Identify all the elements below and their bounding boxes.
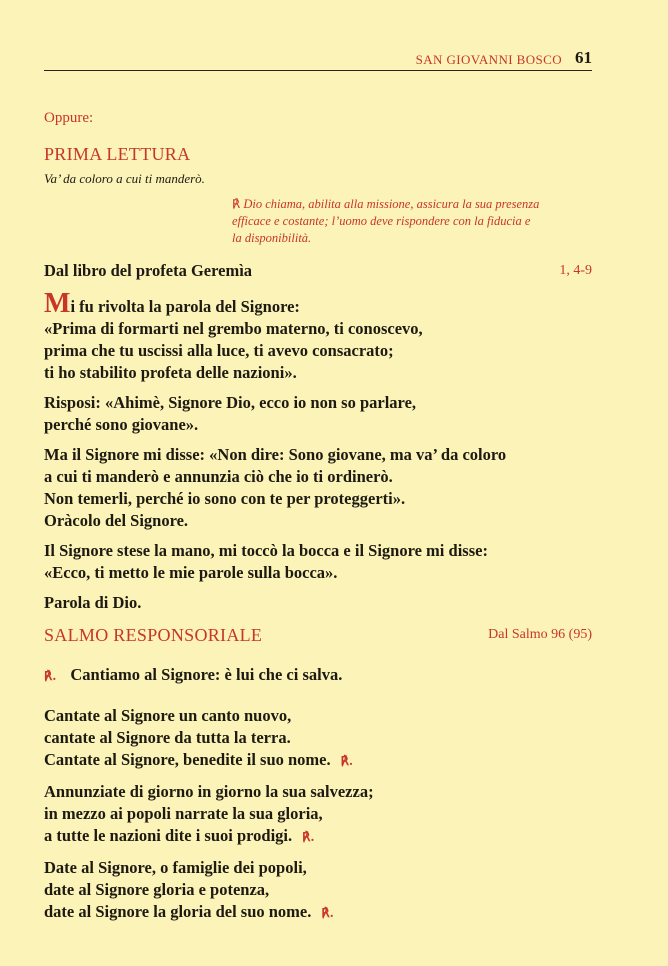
- ritornello-text: Cantiamo al Signore: è lui che ci salva.: [70, 665, 343, 684]
- reading-line: perché sono giovane».: [44, 415, 199, 434]
- psalm-ritornello: [44, 664, 604, 687]
- reading-paragraph: [44, 444, 604, 532]
- reading-line: Oràcolo del Signore.: [44, 511, 189, 530]
- page-header: [44, 48, 592, 71]
- reading-line: Ma il Signore mi disse: «Non dire: Sono giovane, ma va’ da coloro: [44, 445, 507, 464]
- page-number: 61: [575, 48, 592, 67]
- oppure-label: Oppure:: [44, 110, 94, 126]
- psalm-line: Date al Signore, o famiglie dei popoli,: [44, 858, 307, 877]
- note-line: la disponibilità.: [232, 231, 312, 245]
- response-mark-icon: ℟: [232, 197, 241, 211]
- psalm-stanza: [44, 705, 604, 772]
- psalm-line: Annunziate di giorno in giorno la sua salvezza;: [44, 782, 374, 801]
- reading-line: a cui ti manderò e annunzia ciò che io ti ordinerò.: [44, 467, 393, 486]
- first-reading-title: PRIMA LETTURA: [44, 144, 191, 164]
- note-line: [232, 196, 594, 213]
- reading-paragraph: [44, 392, 604, 436]
- first-reading-subtitle: Va’ da coloro a cui ti manderò.: [44, 171, 205, 186]
- reading-line: «Ecco, ti metto le mie parole sulla bocca».: [44, 563, 338, 582]
- response-mark-icon: ℟.: [302, 830, 315, 844]
- note-line: efficace e costante; l’uomo deve rispondere con la fiducia e: [232, 214, 531, 228]
- reading-line: i fu rivolta la parola del Signore:: [70, 297, 300, 316]
- psalm-reference: Dal Salmo 96 (95): [488, 627, 592, 642]
- reading-line: prima che tu uscissi alla luce, ti avevo consacrato;: [44, 341, 394, 360]
- note-text: Dio chiama, abilita alla missione, assicura la sua presenza: [243, 197, 540, 211]
- response-mark-icon: ℟.: [321, 906, 334, 920]
- reading-line: Non temerli, perché io sono con te per proteggerti».: [44, 489, 406, 508]
- book-title: Dal libro del profeta Geremìa: [44, 261, 253, 280]
- psalm-line: Cantate al Signore, benedite il suo nome.: [44, 750, 331, 769]
- first-line: [44, 288, 300, 319]
- psalm-stanza: [44, 781, 604, 848]
- psalm-body: [44, 664, 604, 933]
- psalm-line: Cantate al Signore un canto nuovo,: [44, 706, 292, 725]
- reading-note: [232, 196, 594, 247]
- response-mark-icon: ℟.: [340, 754, 354, 768]
- reading-line: ti ho stabilito profeta delle nazioni».: [44, 363, 297, 382]
- reading-body: [44, 288, 604, 622]
- reading-paragraph: [44, 288, 604, 384]
- psalm-stanza: [44, 857, 604, 924]
- reading-closing: Parola di Dio.: [44, 593, 142, 612]
- reading-line: «Prima di formarti nel grembo materno, ti conoscevo,: [44, 319, 423, 338]
- psalm-line: a tutte le nazioni dite i suoi prodigi.: [44, 826, 293, 845]
- reading-line: Il Signore stese la mano, mi toccò la bocca e il Signore mi disse:: [44, 541, 488, 560]
- drop-cap: M: [44, 288, 71, 319]
- psalm-line: date al Signore la gloria del suo nome.: [44, 902, 312, 921]
- response-mark-icon: ℟.: [44, 669, 57, 683]
- psalm-line: cantate al Signore da tutta la terra.: [44, 728, 291, 747]
- book-reference: 1, 4-9: [559, 263, 592, 278]
- running-title: SAN GIOVANNI BOSCO: [415, 52, 562, 67]
- psalm-line: in mezzo ai popoli narrate la sua gloria,: [44, 804, 323, 823]
- psalm-line: date al Signore gloria e potenza,: [44, 880, 270, 899]
- book-heading: [44, 261, 592, 281]
- psalm-title: SALMO RESPONSORIALE: [44, 625, 263, 645]
- reading-paragraph: [44, 540, 604, 584]
- reading-line: Risposi: «Ahimè, Signore Dio, ecco io non so parlare,: [44, 393, 417, 412]
